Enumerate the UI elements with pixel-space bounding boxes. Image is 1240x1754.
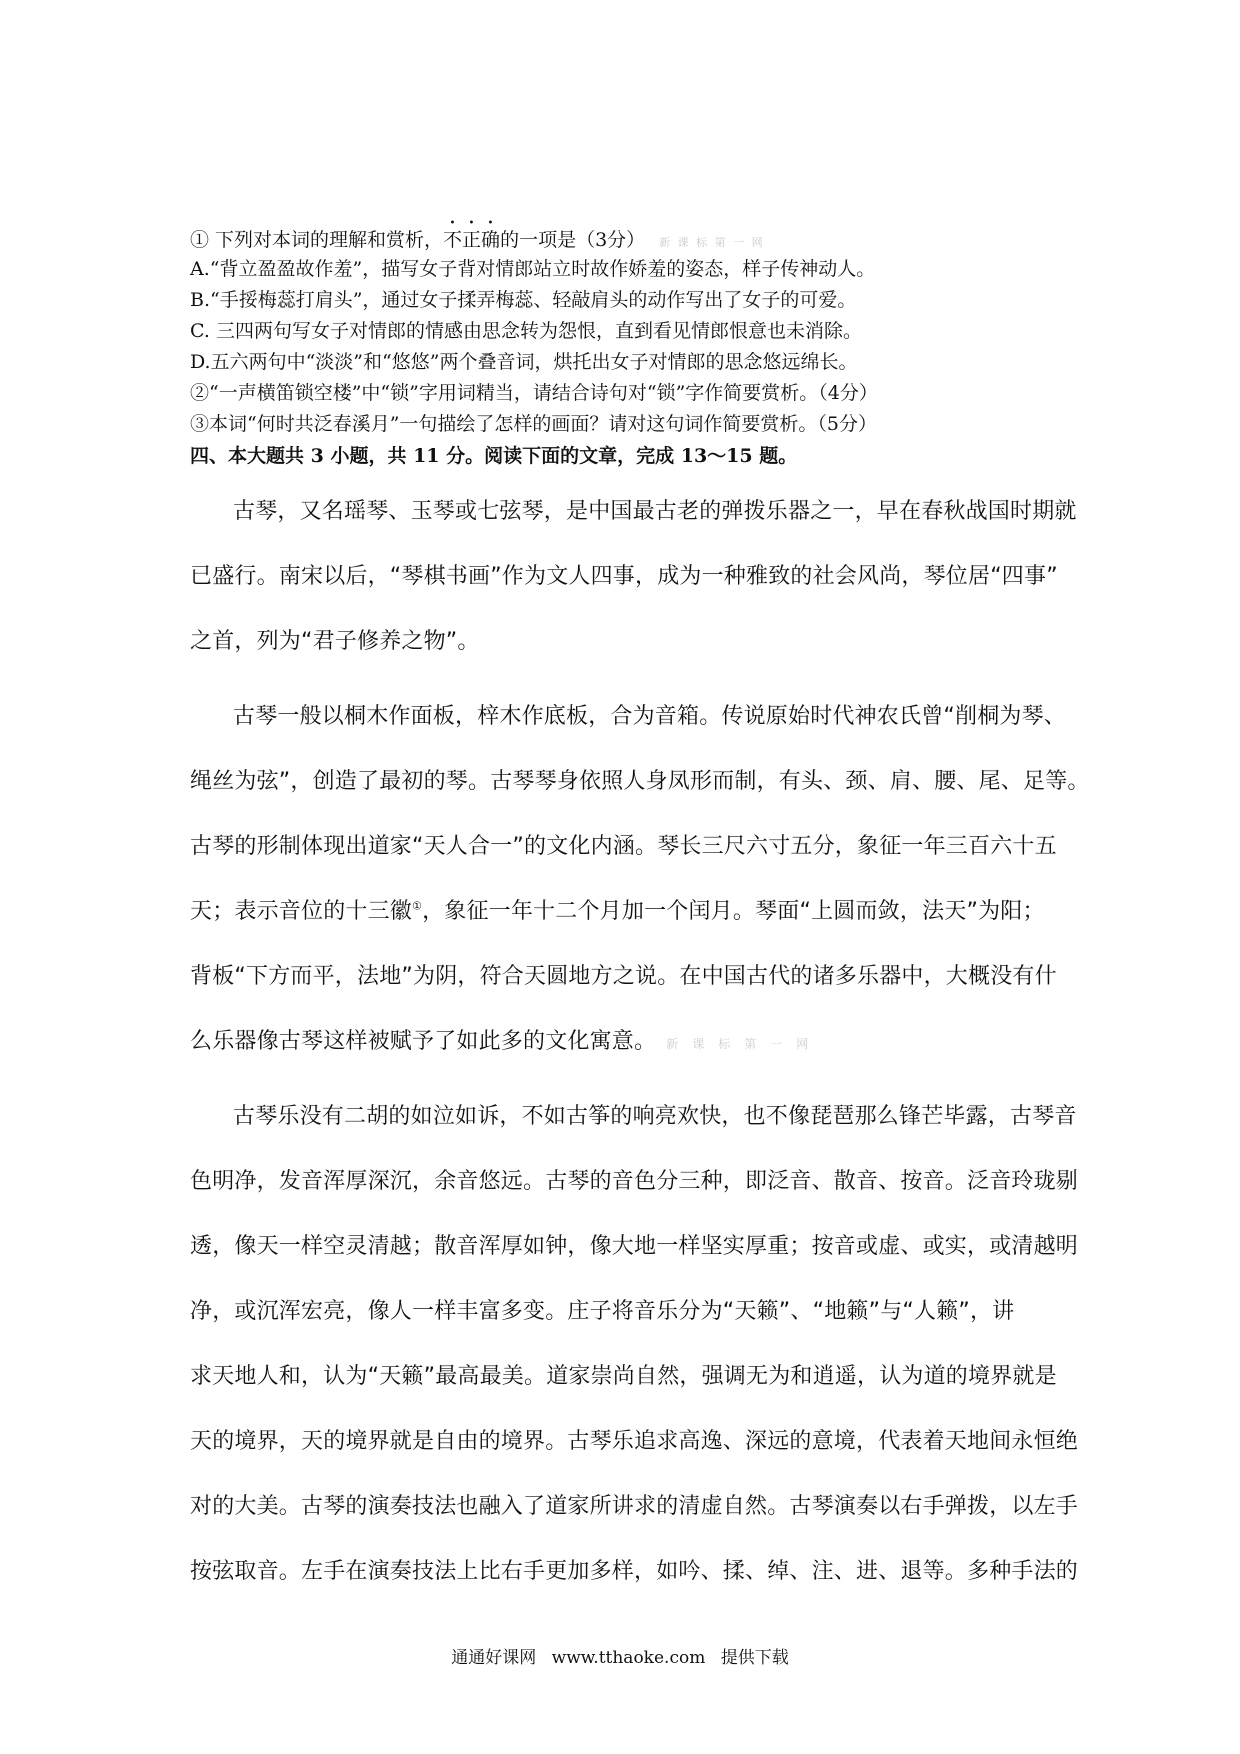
footer-suffix: 提供下载 [720, 1648, 789, 1668]
footer-url: www.tthaoke.com [551, 1648, 706, 1668]
passage-line: 古琴一般以桐木作面板，梓木作底板，合为音箱。传说原始时代神农氏曾“削桐为琴、 [233, 704, 1067, 729]
question-1-suffix: 的一项是（3分） [500, 229, 646, 251]
passage-line: 已盛行。南宋以后，“琴棋书画”作为文人四事，成为一种雅致的社会风尚，琴位居“四事” [190, 564, 1058, 589]
passage-line: 古琴乐没有二胡的如泣如诉，不如古筝的响亮欢快，也不像琵琶那么锋芒毕露，古琴音 [233, 1104, 1077, 1129]
question-block [190, 218, 1090, 473]
passage-line: 色明净，发音浑厚深沉，余音悠远。古琴的音色分三种，即泛音、散音、按音。泛音玲珑剔 [190, 1169, 1079, 1194]
passage-line: 天的境界，天的境界就是自由的境界。古琴乐追求高逸、深远的意境，代表着天地间永恒绝 [190, 1429, 1079, 1454]
passage-line: 净，或沉浑宏亮，像人一样丰富多变。庄子将音乐分为“天籁”、“地籁”与“人籁”，讲 [190, 1299, 1015, 1324]
passage-line: 对的大美。古琴的演奏技法也融入了道家所讲求的清虚自然。古琴演奏以右手弹拨，以左手 [190, 1494, 1079, 1519]
question-1 [190, 218, 1090, 254]
question-3: ③本词“何时共泛春溪月”一句描绘了怎样的画面？请对这句词作简要赏析。（5分） [190, 413, 878, 435]
passage-line: 古琴的形制体现出道家“天人合一”的文化内涵。琴长三尺六寸五分，象征一年三百六十五 [190, 834, 1057, 859]
passage-line: 求天地人和，认为“天籁”最高最美。道家崇尚自然，强调无为和逍遥，认为道的境界就是 [190, 1364, 1057, 1389]
option-a: A.“背立盈盈故作羞”，描写女子背对情郎站立时故作娇羞的姿态，样子传神动人。 [190, 258, 876, 280]
option-c: C. 三四两句写女子对情郎的情感由思念转为怨恨，直到看见情郎恨意也未消除。 [190, 320, 862, 342]
option-d: D.五六两句中“淡淡”和“悠悠”两个叠音词，烘托出女子对情郎的思念悠远绵长。 [190, 351, 858, 373]
passage-line [190, 897, 1070, 962]
passage-line-part: ，象征一年十二个月加一个闰月。琴面“上圆而敛，法天”为阳； [422, 899, 1045, 924]
footer-site-name: 通通好课网 [451, 1648, 537, 1668]
passage-line: 之首，列为“君子修养之物”。 [190, 629, 480, 654]
question-1-emphasis: 不正确 [443, 229, 501, 251]
passage-line-part: 天；表示音位的十三徽 [190, 899, 413, 924]
passage-line: 按弦取音。左手在演奏技法上比右手更加多样，如吟、揉、绰、注、进、退等。多种手法的 [190, 1559, 1079, 1584]
footnote-marker: ① [412, 899, 423, 913]
passage-line: 绳丝为弦”，创造了最初的琴。古琴琴身依照人身凤形而制，有头、颈、肩、腰、尾、足等。 [190, 769, 1090, 794]
passage-line: 透，像天一样空灵清越；散音浑厚如钟，像大地一样坚实厚重；按音或虚、或实，或清越明 [190, 1234, 1079, 1259]
watermark-top: 新 课 标 第 一 网 [659, 236, 765, 249]
passage-line-part: 么乐器像古琴这样被赋予了如此多的文化寓意。 [190, 1029, 657, 1054]
question-1-prefix: ① 下列对本词的理解和赏析， [190, 229, 444, 251]
section-heading: 四、本大题共 3 小题，共 11 分。阅读下面的文章，完成 13～15 题。 [190, 445, 798, 467]
option-b: B.“手挼梅蕊打肩头”，通过女子揉弄梅蕊、轻敲肩头的动作写出了女子的可爱。 [190, 289, 857, 311]
watermark-middle: 新课标第一网 [666, 1037, 823, 1051]
page-footer [0, 1643, 1240, 1668]
passage [190, 497, 1090, 1622]
question-2: ②“一声横笛锁空楼”中“锁”字用词精当，请结合诗句对“锁”字作简要赏析。（4分） [190, 382, 878, 404]
passage-line: 古琴，又名瑶琴、玉琴或七弦琴，是中国最古老的弹拨乐器之一，早在春秋战国时期就 [233, 499, 1077, 524]
passage-line [190, 1027, 1070, 1102]
passage-line: 背板“下方而平，法地”为阴，符合天圆地方之说。在中国古代的诸多乐器中，大概没有什 [190, 964, 1057, 989]
